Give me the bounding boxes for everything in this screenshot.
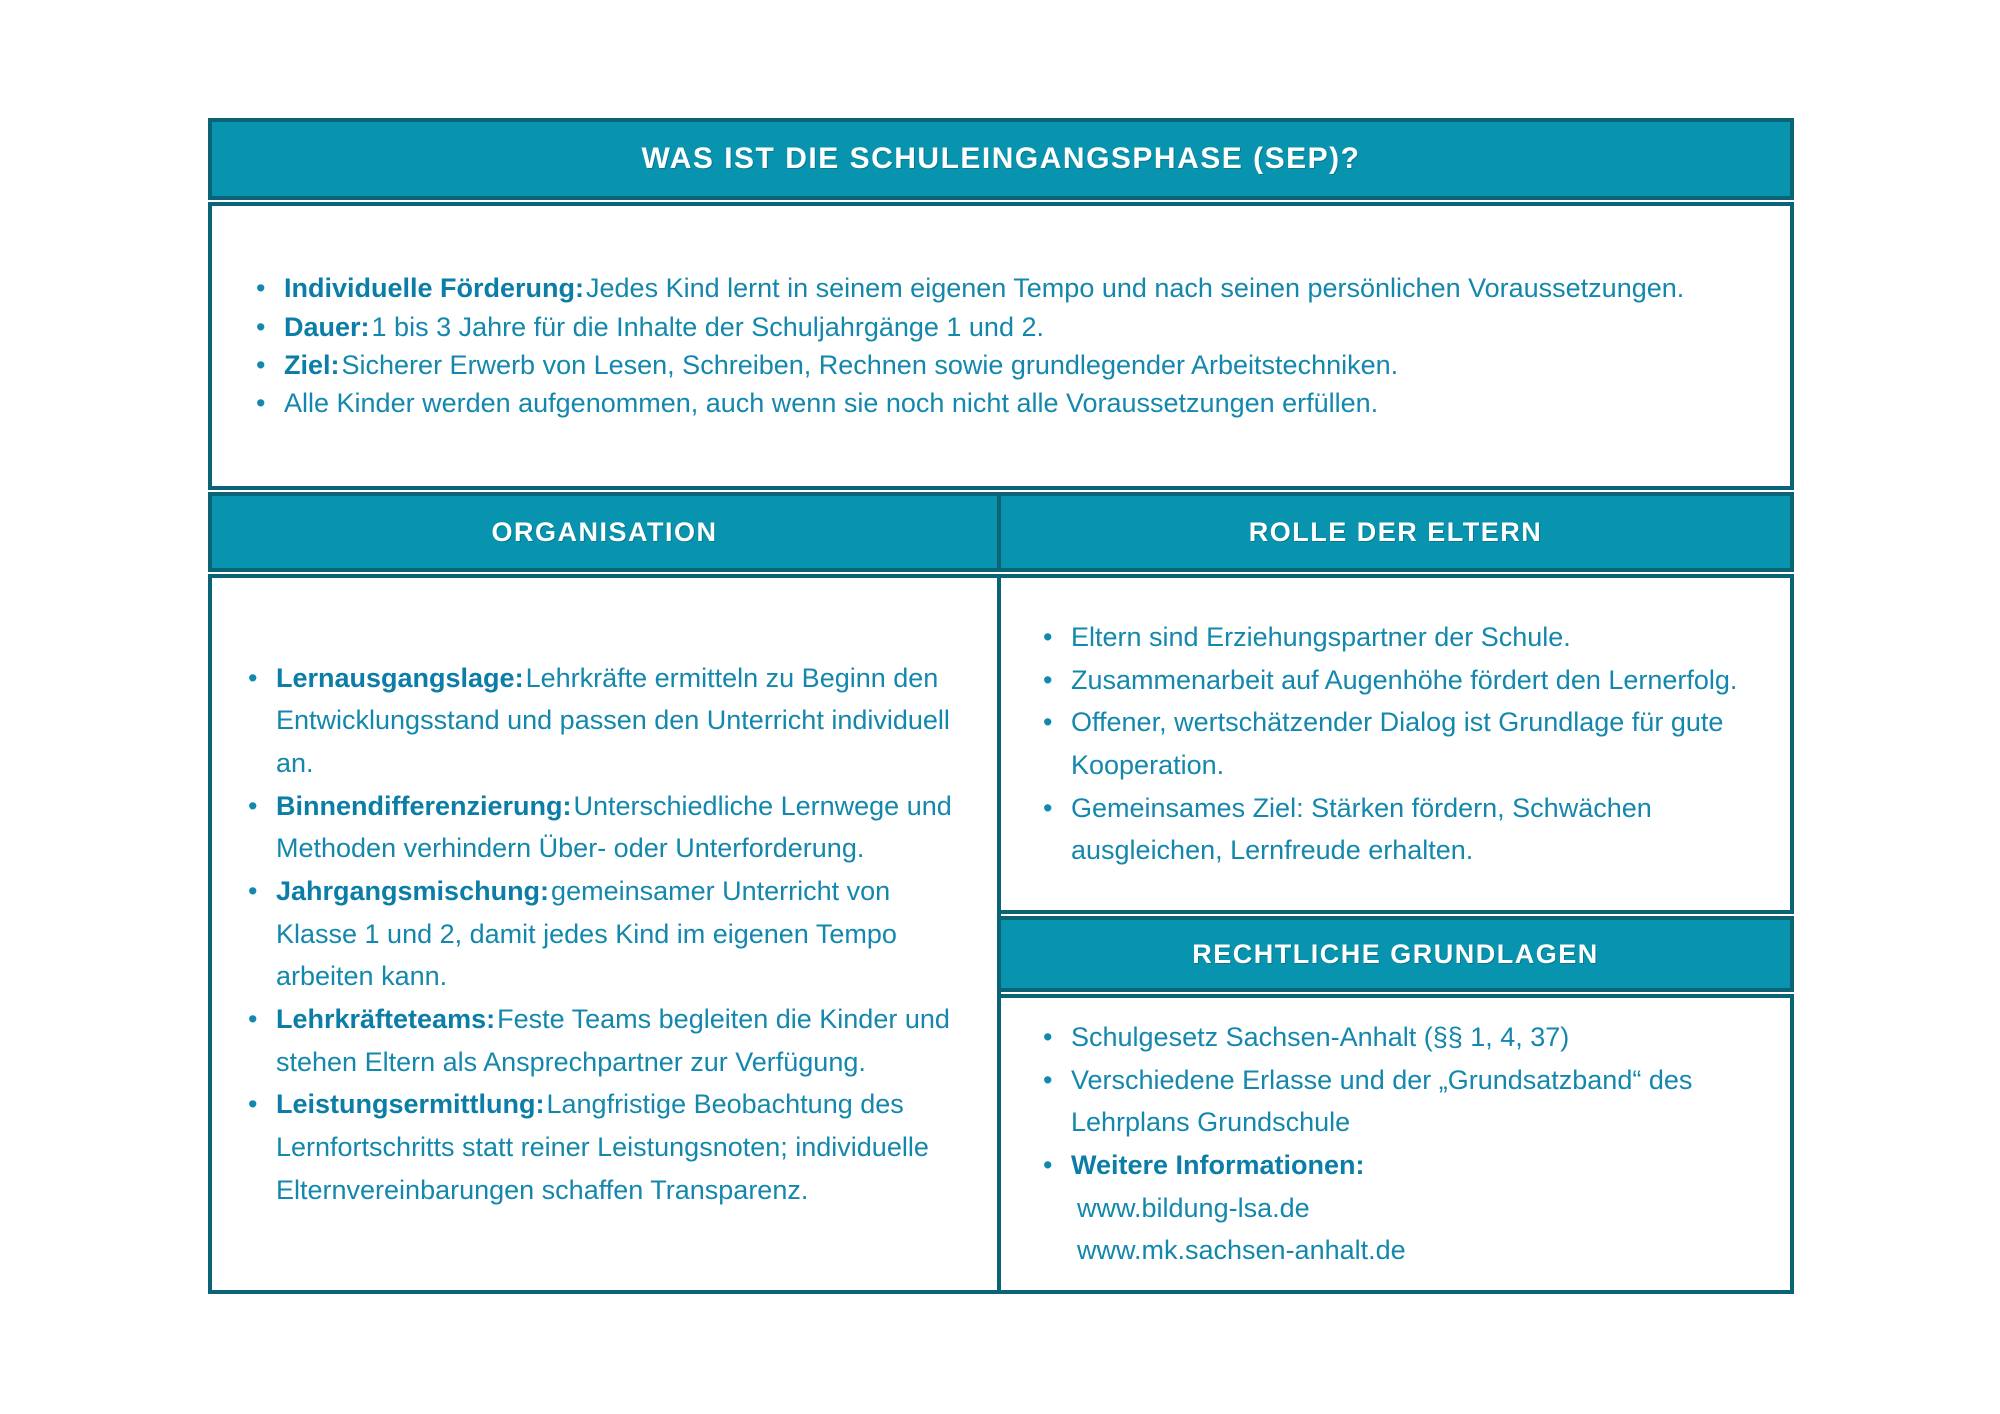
item-text: Verschiedene Erlasse und der „Grundsatzband“ des Lehrplans Grundschule	[1071, 1064, 1693, 1138]
item-text: gemeinsamer Unterricht von Klasse 1 und 2, damit jedes Kind im eigenen Tempo arbeiten kann.	[276, 876, 897, 992]
item-label: Ziel:	[284, 350, 340, 380]
intro-list	[250, 269, 1760, 422]
item-text: Zusammenarbeit auf Augenhöhe fördert den Lernerfolg.	[1071, 664, 1738, 695]
item-text: Sicherer Erwerb von Lesen, Schreiben, Rechnen sowie grundlegender Arbeitstechniken.	[341, 350, 1399, 380]
recht-list	[1037, 1016, 1764, 1272]
item-text: Lehrkräfte ermitteln zu Beginn den Entwicklungsstand und passen den Unterricht individuell an.	[276, 662, 950, 779]
right-column	[997, 492, 1794, 1294]
item-label: Jahrgangsmischung:	[276, 876, 550, 907]
item-text: Alle Kinder werden aufgenommen, auch wenn sie noch nicht alle Voraussetzungen erfüllen.	[284, 388, 1379, 419]
organisation-header-label: ORGANISATION	[491, 516, 718, 547]
eltern-header-label: ROLLE DER ELTERN	[1248, 516, 1543, 547]
list-item	[250, 384, 1760, 422]
url-text: www.mk.sachsen-anhalt.de	[1077, 1235, 1406, 1266]
item-text: Gemeinsames Ziel: Stärken fördern, Schwächen ausgleichen, Lernfreude erhalten.	[1071, 792, 1652, 866]
list-item	[242, 998, 975, 1083]
item-label: Weitere Informationen:	[1071, 1150, 1365, 1180]
list-item	[242, 785, 975, 870]
eltern-list	[1037, 616, 1764, 872]
item-text: Unterschiedliche Lernwege und Methoden verhindern Über- oder Unterforderung.	[276, 790, 952, 864]
recht-header	[997, 916, 1794, 992]
item-text: Feste Teams begleiten die Kinder und stehen Eltern als Ansprechpartner zur Verfügung.	[276, 1003, 950, 1077]
organisation-header	[208, 492, 1001, 572]
item-label: Binnendifferenzierung:	[276, 790, 572, 821]
list-item	[242, 657, 975, 785]
list-item	[250, 269, 1760, 307]
item-text: 1 bis 3 Jahre für die Inhalte der Schuljahrgänge 1 und 2.	[371, 311, 1044, 342]
organisation-column	[208, 492, 1001, 1294]
intro-panel	[208, 202, 1794, 490]
content-frame	[208, 118, 1794, 1294]
list-item	[242, 870, 975, 998]
title-bar	[208, 118, 1794, 200]
item-label: Individuelle Förderung:	[284, 273, 585, 304]
list-item	[250, 346, 1760, 384]
eltern-panel	[997, 574, 1794, 914]
item-text: Offener, wertschätzender Dialog ist Grundlage für gute Kooperation.	[1071, 707, 1724, 780]
item-label: Dauer:	[284, 311, 370, 342]
item-text: Eltern sind Erziehungspartner der Schule.	[1071, 622, 1571, 653]
list-item	[1037, 701, 1764, 786]
list-item	[1037, 1144, 1764, 1272]
organisation-panel	[208, 574, 1001, 1294]
recht-panel	[997, 994, 1794, 1294]
list-item	[242, 1083, 975, 1211]
item-text: Jedes Kind lernt in seinem eigenen Tempo und nach seinen persönlichen Voraussetzungen.	[586, 273, 1685, 304]
page-title: WAS IST DIE SCHULEINGANGSPHASE (SEP)?	[641, 142, 1361, 175]
item-label: Lernausgangslage:	[276, 662, 524, 693]
eltern-header	[997, 492, 1794, 572]
list-item	[1037, 659, 1764, 702]
organisation-list	[242, 657, 975, 1212]
item-text: Langfristige Beobachtung des Lernfortschritts statt reiner Leistungsnoten; individuelle Elternvereinbarungen schaffen Transparenz.	[276, 1089, 929, 1205]
list-item	[1037, 1059, 1764, 1144]
recht-header-label: RECHTLICHE GRUNDLAGEN	[1192, 938, 1599, 969]
list-item	[250, 308, 1760, 346]
list-item	[1037, 1016, 1764, 1059]
two-column-section	[208, 492, 1794, 1294]
list-item	[1037, 787, 1764, 872]
item-label: Leistungsermittlung:	[276, 1089, 545, 1120]
list-item	[1037, 616, 1764, 659]
item-text: Schulgesetz Sachsen-Anhalt (§§ 1, 4, 37)	[1071, 1022, 1570, 1053]
url-text: www.bildung-lsa.de	[1077, 1192, 1310, 1223]
item-label: Lehrkräfteteams:	[276, 1003, 496, 1034]
